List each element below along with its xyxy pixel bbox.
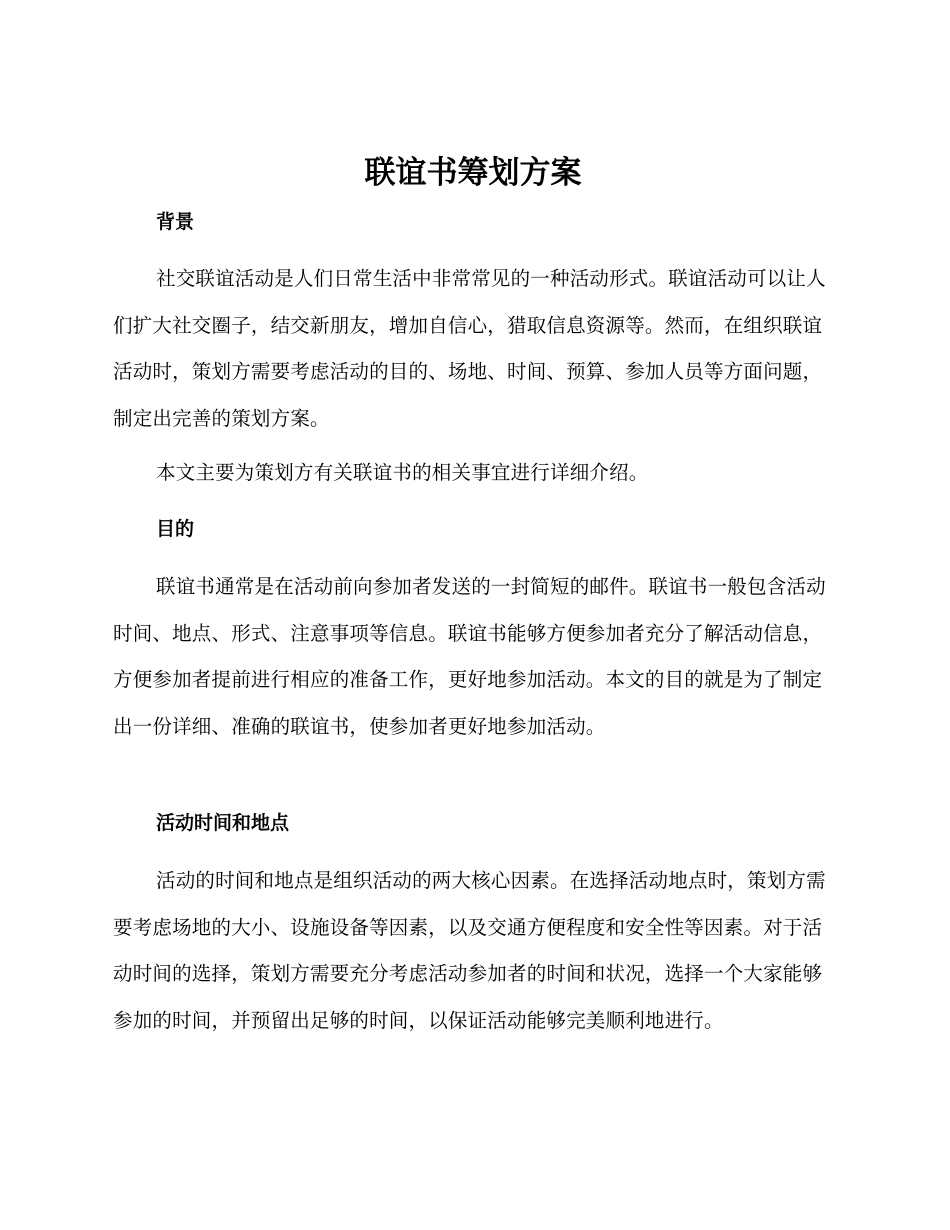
paragraph-background-intro: 社交联谊活动是人们日常生活中非常常见的一种活动形式。联谊活动可以让人们扩大社交圈子，结交新朋友，增加自信心，猎取信息资源等。然而，在组织联谊活动时，策划方需要考虑活动的目的、场地、时间、预算、参加人员等方面问题，制定出完善的策划方案。	[113, 267, 826, 430]
paragraph-purpose: 联谊书通常是在活动前向参加者发送的一封简短的邮件。联谊书一般包含活动时间、地点、形式、注意事项等信息。联谊书能够方便参加者充分了解活动信息，方便参加者提前进行相应的准备工作，更好地参加活动。本文的目的就是为了制定出一份详细、准确的联谊书，使参加者更好地参加活动。	[113, 575, 826, 738]
paragraph-time-and-place: 活动的时间和地点是组织活动的两大核心因素。在选择活动地点时，策划方需要考虑场地的大小、设施设备等因素，以及交通方便程度和安全性等因素。对于活动时间的选择，策划方需要充分考虑活动参加者的时间和状况，选择一个大家能够参加的时间，并预留出足够的时间，以保证活动能够完美顺利地进行。	[113, 869, 826, 1032]
section-heading-time-and-place: 活动时间和地点	[156, 812, 290, 834]
section-heading-background: 背景	[156, 211, 195, 233]
document-title: 联谊书筹划方案	[364, 155, 582, 191]
section-heading-purpose: 目的	[156, 518, 195, 540]
paragraph-background-scope: 本文主要为策划方有关联谊书的相关事宜进行详细介绍。	[156, 461, 649, 484]
